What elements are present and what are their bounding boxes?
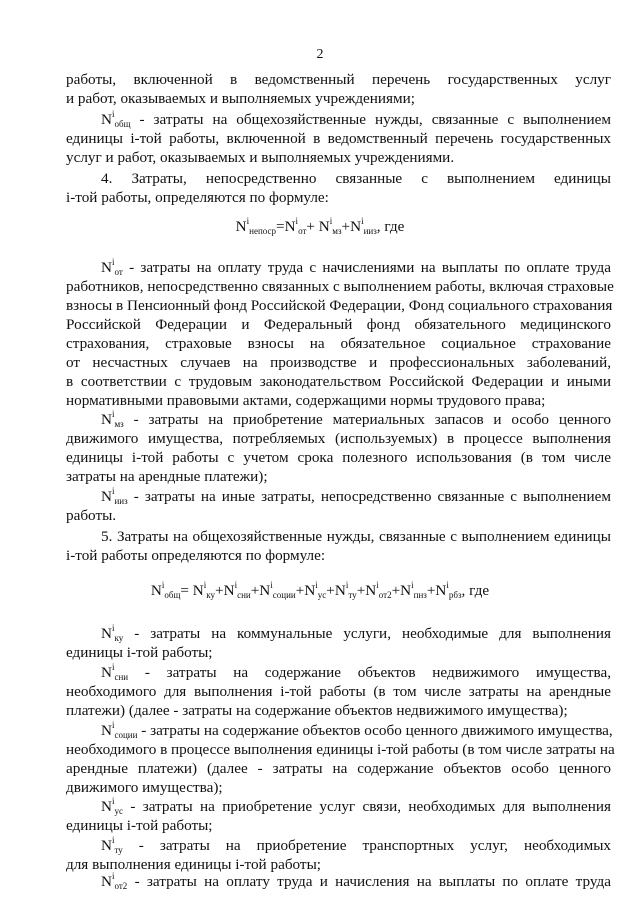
- definition-line: $N^i_{общ}$ - затраты на общехозяйственные нужды, связанные с выполнением: [101, 109, 611, 129]
- symbol: $N^i_{ус}$: [101, 796, 123, 816]
- symbol: $N^i_{соции}$: [101, 720, 138, 740]
- text-line: взносы в Пенсионный фонд Российской Федерации, Фонд социального страхования: [66, 297, 613, 314]
- definition-line: $N^i_{от}$ - затраты на оплату труда с начислениями на выплаты по оплате труда: [101, 257, 611, 277]
- text-line: нормативными правовыми актами, содержащими нормы трудового права;: [66, 392, 546, 409]
- text-line: движимого имущества, потребляемых (используемых) в процессе выполнения: [66, 430, 611, 447]
- text-line: i-той работы определяются по формуле:: [66, 547, 326, 564]
- text-line: и работ, оказываемых и выполняемых учреждениями;: [66, 90, 415, 107]
- text-line: в соответствии с трудовым законодательством Российской Федерации и иными: [66, 373, 611, 390]
- text-line: страхования, страховые взносы на обязательное социальное страхование: [66, 335, 611, 352]
- symbol: $N^i_{от2}$: [101, 871, 128, 891]
- symbol: $N^i_{сни}$: [101, 662, 129, 682]
- text-line: необходимого для выполнения i-той работы (в том числе затраты на арендные: [66, 683, 611, 700]
- section-heading: 5. Затраты на общехозяйственные нужды, связанные с выполнением единицы: [101, 528, 611, 545]
- symbol: $N^i_{от}$: [101, 257, 123, 277]
- text-line: единицы i-той работы, включенной в ведомственный перечень государственных: [66, 130, 611, 147]
- text-line: работников, непосредственно связанных с выполнением работы, включая страховые: [66, 278, 614, 295]
- formula-overhead-costs: $N^i_{общ}= N^i_{ку}+N^i_{сни}+N^i_{соции}+N^i_{ус}+N^i_{ту}+N^i_{от2}+N^i_{пнз}+N^i_{рбз}$, где: [150, 580, 490, 600]
- definition-line: $N^i_{сни}$ - затраты на содержание объектов недвижимого имущества,: [101, 662, 612, 682]
- text-line: затраты на арендные платежи);: [66, 468, 268, 485]
- symbol: $N^i_{мз}$: [101, 409, 124, 429]
- text-line: i-той работы, определяются по формуле:: [66, 189, 329, 206]
- symbol: $N^i_{ииз}$: [101, 486, 128, 506]
- text-line: единицы i-той работы;: [66, 817, 213, 834]
- definition-line: $N^i_{мз}$ - затраты на приобретение материальных запасов и особо ценного: [101, 409, 611, 429]
- text-line: движимого имущества);: [66, 779, 223, 796]
- text-line: для выполнения единицы i-той работы;: [66, 856, 321, 873]
- formula-direct-costs: $N^i_{непоср}=N^i_{от}+ N^i_{мз}+N^i_{ииз}$, где: [235, 216, 405, 236]
- text-line: услуг и работ, оказываемых и выполняемых учреждениями.: [66, 149, 455, 166]
- symbol: $N^i_{ку}$: [101, 623, 124, 643]
- definition-line: $N^i_{соции}$ - затраты на содержание объектов особо ценного движимого имущества,: [101, 720, 613, 740]
- text-line: Российской Федерации и Федеральный фонд обязательного медицинского: [66, 316, 611, 333]
- definition-line: $N^i_{ку}$ - затраты на коммунальные услуги, необходимые для выполнения: [101, 623, 611, 643]
- section-heading: 4. Затраты, непосредственно связанные с выполнением единицы: [101, 170, 611, 187]
- page-number: 2: [316, 47, 324, 62]
- text-line: необходимого в процессе выполнения единицы i-той работы (в том числе затраты на: [66, 741, 615, 758]
- text-line: платежи) (далее - затраты на содержание объектов недвижимого имущества);: [66, 702, 568, 719]
- symbol: $N^i_{общ}$: [101, 109, 131, 129]
- symbol: $N^i_{ту}$: [101, 835, 123, 855]
- definition-line: $N^i_{от2}$ - затраты на оплату труда и начисления на выплаты по оплате труда: [101, 871, 611, 891]
- text-line: единицы i-той работы;: [66, 644, 213, 661]
- text-line: арендные платежи) (далее - затраты на содержание объектов особо ценного: [66, 760, 611, 777]
- definition-line: $N^i_{ту}$ - затраты на приобретение транспортных услуг, необходимых: [101, 835, 612, 855]
- text-line: единицы i-той работы с учетом срока полезного использования (в том числе: [66, 449, 611, 466]
- text-line: работы, включенной в ведомственный перечень государственных услуг: [66, 71, 611, 88]
- text-line: работы.: [66, 507, 117, 524]
- text-line: от несчастных случаев на производстве и профессиональных заболеваний,: [66, 354, 611, 371]
- definition-line: $N^i_{ус}$ - затраты на приобретение услуг связи, необходимых для выполнения: [101, 796, 612, 816]
- definition-line: $N^i_{ииз}$ - затраты на иные затраты, непосредственно связанные с выполнением: [101, 486, 612, 506]
